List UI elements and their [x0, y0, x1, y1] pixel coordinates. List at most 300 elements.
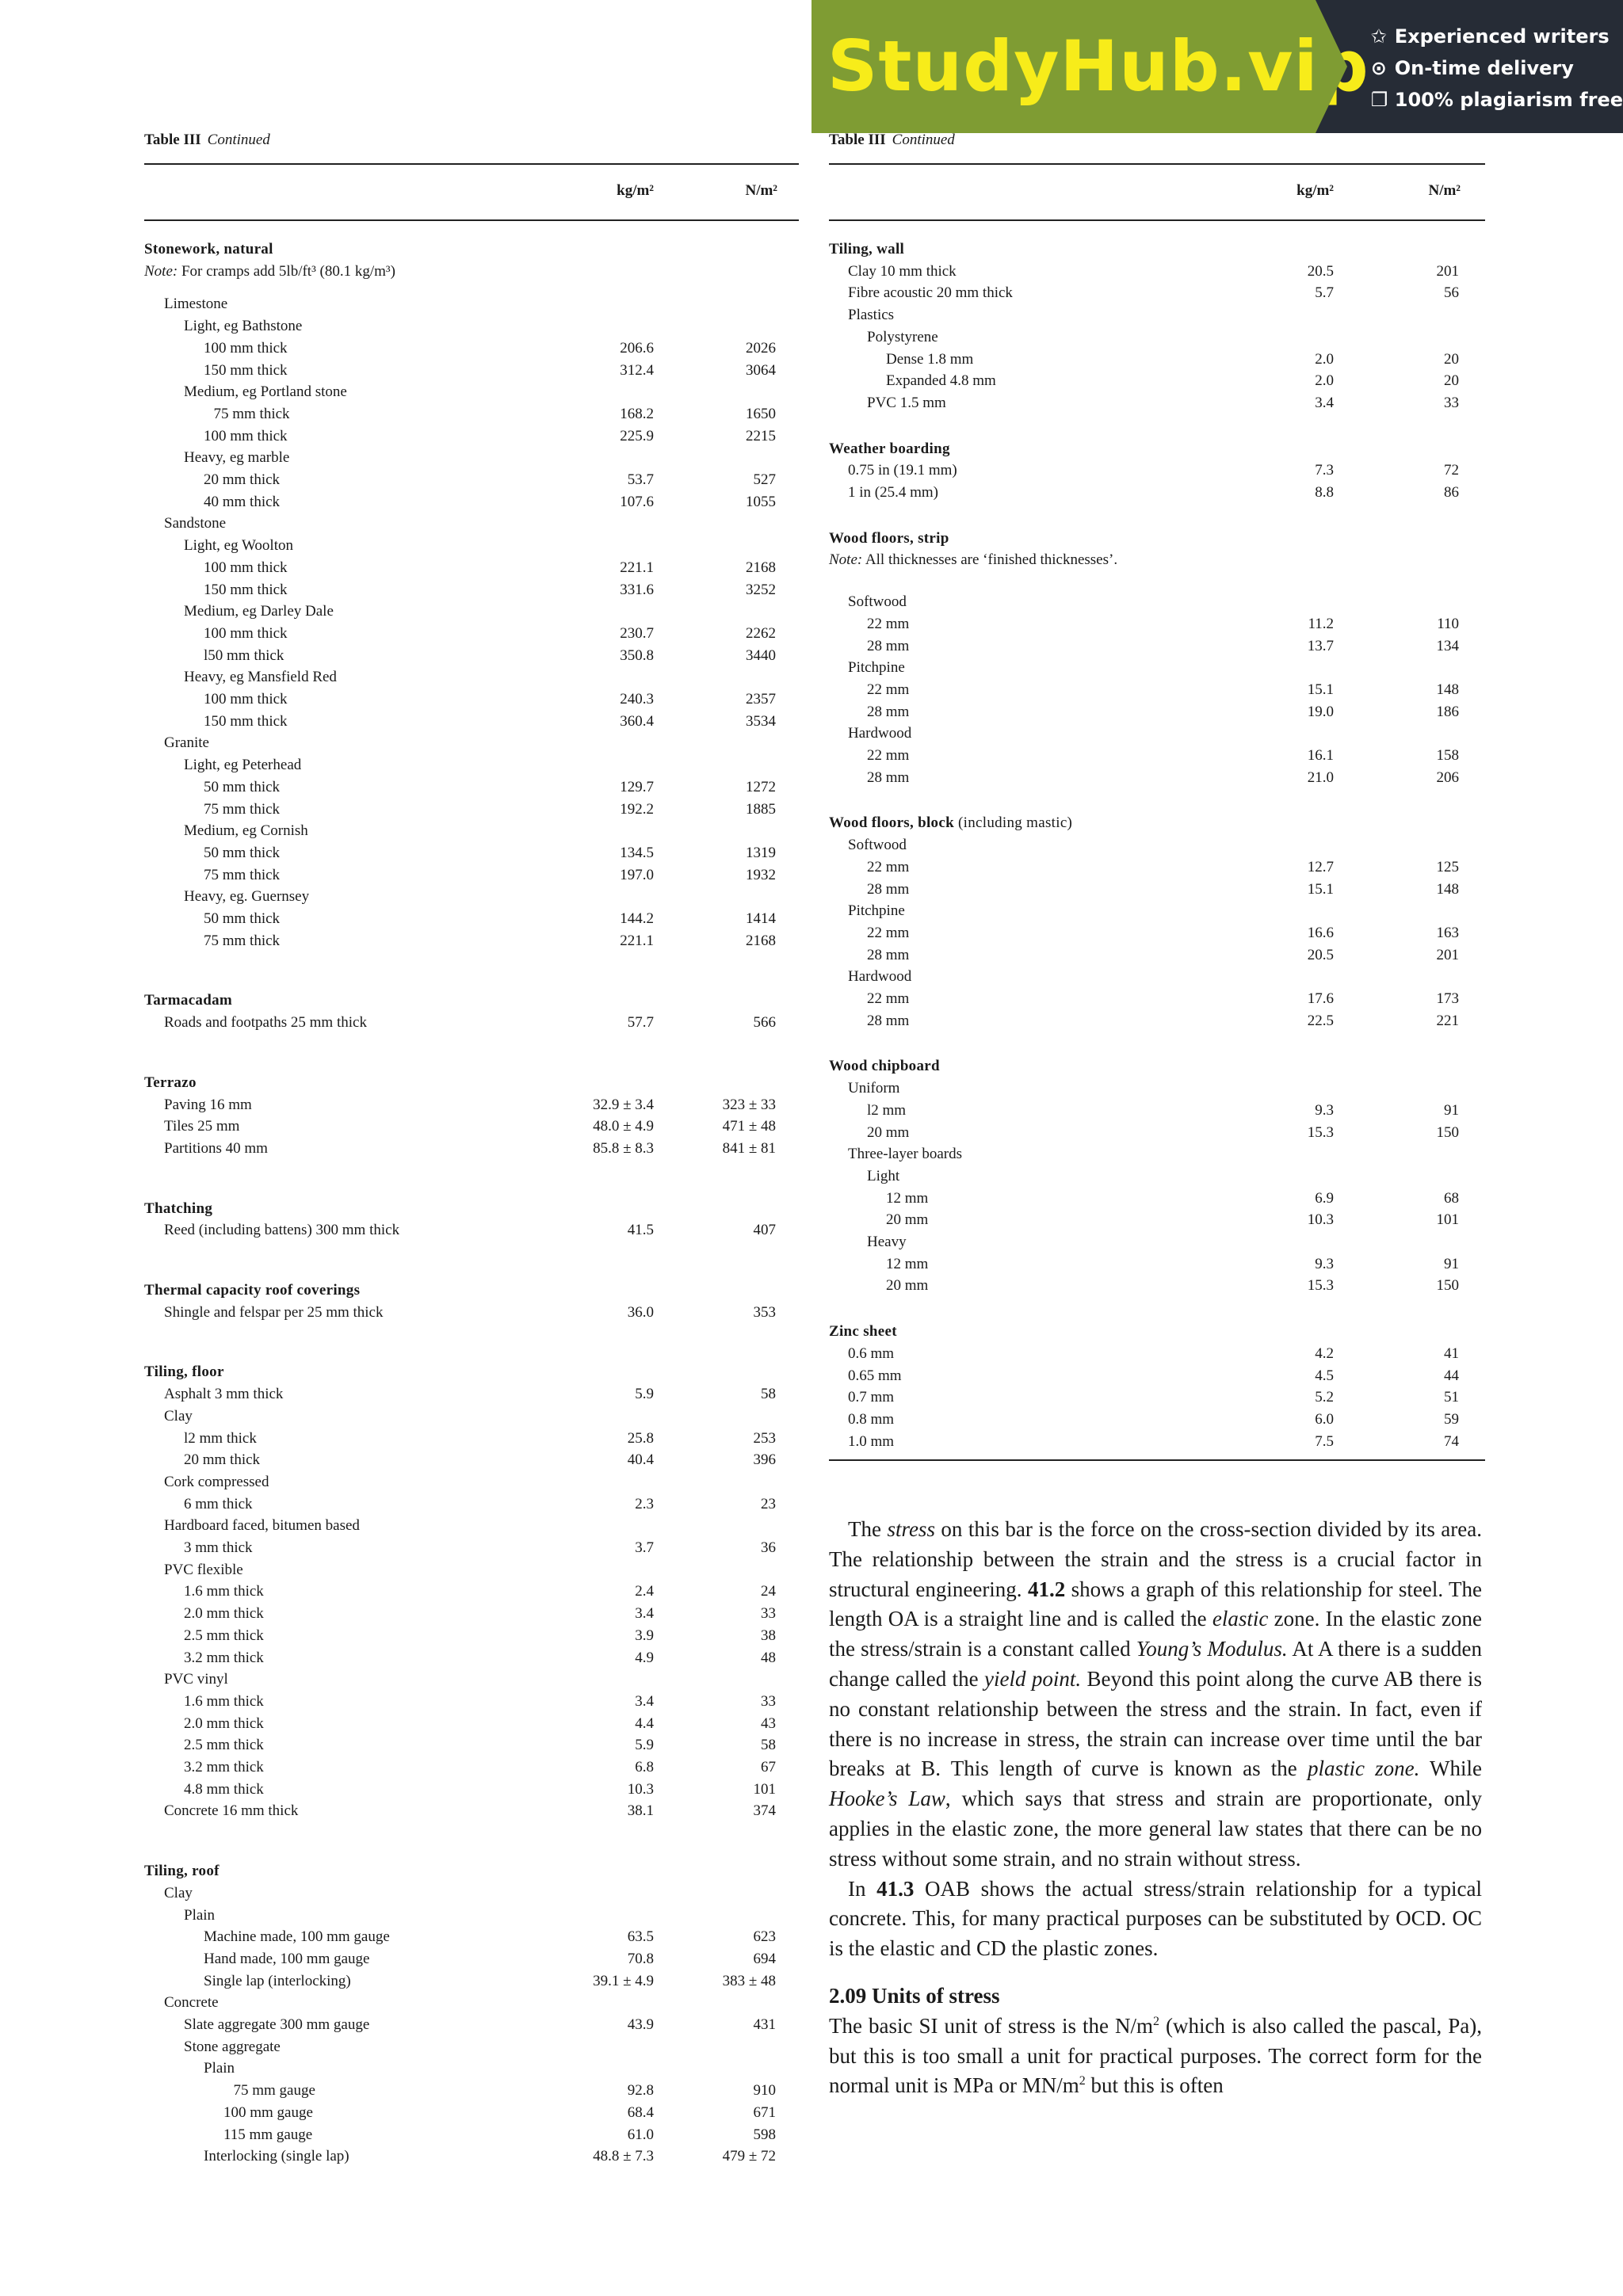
value-kg-per-m2: 5.9 [635, 1737, 654, 1754]
value-n-per-m2: 3534 [746, 712, 776, 730]
row-label: 12 mm [886, 1189, 929, 1207]
row-label: Single lap (interlocking) [204, 1972, 351, 1989]
table-row [829, 857, 1485, 878]
row-label: 20 mm thick [204, 471, 281, 488]
value-n-per-m2: 527 [753, 471, 776, 488]
row-label: Clay [164, 1884, 193, 1901]
table-row [144, 294, 799, 315]
unit-header-n: N/m² [745, 182, 777, 199]
value-n-per-m2: 150 [1436, 1123, 1459, 1141]
table-row [144, 2058, 799, 2079]
value-kg-per-m2: 48.0 ± 4.9 [593, 1118, 654, 1135]
table-row [144, 536, 799, 556]
value-kg-per-m2: 22.5 [1307, 1012, 1334, 1029]
row-label: Note: For cramps add 5lb/ft³ (80.1 kg/m³) [144, 262, 395, 280]
value-n-per-m2: 173 [1436, 990, 1459, 1007]
row-label: 115 mm gauge [223, 2126, 313, 2143]
value-n-per-m2: 56 [1444, 284, 1459, 302]
row-label: 75 mm thick [213, 405, 290, 422]
value-n-per-m2: 407 [753, 1222, 776, 1239]
paragraph-units: The basic SI unit of stress is the $N/m^2$ (which is also called the pascal, Pa), but this is too small a unit for practical purposes. The correct form for the normal unit is MPa or $MN/m^2$ but this is often [829, 2013, 1482, 2098]
value-kg-per-m2: 21.0 [1307, 769, 1334, 786]
row-label: Thatching [144, 1199, 213, 1217]
row-label: Light, eg Peterhead [184, 757, 302, 774]
row-label: 0.8 mm [848, 1410, 895, 1428]
value-kg-per-m2: 15.3 [1307, 1123, 1334, 1141]
value-kg-per-m2: 43.9 [627, 2016, 654, 2033]
table-row [144, 360, 799, 381]
value-kg-per-m2: 9.3 [1315, 1101, 1334, 1119]
row-label: 100 mm thick [204, 624, 288, 642]
table-row [829, 879, 1485, 900]
table-row [144, 2037, 799, 2058]
table-row [829, 460, 1485, 481]
row-label: Stone aggregate [184, 2038, 281, 2055]
value-n-per-m2: 20 [1444, 372, 1459, 390]
value-n-per-m2: 671 [753, 2103, 776, 2121]
row-label: 40 mm thick [204, 493, 281, 510]
value-n-per-m2: 1319 [746, 844, 776, 861]
row-label: 75 mm thick [204, 800, 281, 818]
value-kg-per-m2: 57.7 [627, 1014, 654, 1032]
table-row [144, 1779, 799, 1800]
table-row [829, 835, 1485, 856]
table-row [144, 1013, 799, 1033]
row-label: Concrete [164, 1994, 219, 2012]
row-label: Sandstone [164, 515, 227, 532]
row-label: 20 mm [886, 1277, 929, 1295]
table-section-heading [829, 1056, 1485, 1077]
value-n-per-m2: 58 [761, 1386, 776, 1403]
table-row [829, 746, 1485, 766]
row-label: Heavy, eg Mansfield Red [184, 669, 337, 686]
value-kg-per-m2: 16.1 [1307, 747, 1334, 764]
value-n-per-m2: 841 ± 81 [722, 1139, 776, 1157]
feature-on-time-delivery: ⊙ On-time delivery [1371, 52, 1623, 84]
table-row [144, 2103, 799, 2123]
value-n-per-m2: 33 [761, 1692, 776, 1710]
table-section-heading [144, 990, 799, 1011]
value-n-per-m2: 43 [761, 1714, 776, 1732]
row-label: 28 mm [867, 1012, 910, 1029]
row-label: 28 mm [867, 769, 910, 786]
value-kg-per-m2: 129.7 [620, 778, 654, 795]
table-row [829, 371, 1485, 391]
row-label: 2.5 mm thick [184, 1737, 264, 1754]
table-row [144, 931, 799, 952]
value-kg-per-m2: 4.2 [1315, 1344, 1334, 1362]
table-top-rule [144, 163, 799, 165]
value-kg-per-m2: 2.0 [1315, 372, 1334, 390]
value-n-per-m2: 206 [1436, 769, 1459, 786]
table-row [144, 1714, 799, 1734]
table-row [144, 1735, 799, 1756]
table-row [829, 1188, 1485, 1209]
table-bottom-rule [829, 1459, 1485, 1461]
value-kg-per-m2: 230.7 [620, 624, 654, 642]
row-label: 2.5 mm thick [184, 1627, 264, 1644]
row-label: 3 mm thick [184, 1539, 253, 1556]
row-label: 22 mm [867, 615, 910, 632]
row-label: 100 mm gauge [223, 2103, 313, 2121]
table-row [144, 1384, 799, 1405]
value-kg-per-m2: 6.0 [1315, 1410, 1334, 1428]
row-label: 50 mm thick [204, 778, 281, 795]
row-label: 22 mm [867, 924, 910, 941]
table-caption: Table III Continued [144, 132, 270, 148]
row-label: Clay [164, 1407, 193, 1425]
table-row [144, 1691, 799, 1712]
value-kg-per-m2: 15.1 [1307, 880, 1334, 898]
row-label: 28 mm [867, 946, 910, 963]
studyhub-logo: StudyHub.vip [827, 25, 1369, 107]
value-n-per-m2: 3440 [746, 646, 776, 664]
table-row [144, 865, 799, 886]
row-label: Medium, eg Darley Dale [184, 603, 334, 620]
table-row [829, 636, 1485, 657]
row-label: 28 mm [867, 880, 910, 898]
left-table [144, 0, 799, 2296]
value-kg-per-m2: 10.3 [1307, 1211, 1334, 1229]
table-row [144, 558, 799, 578]
row-label: Medium, eg Cornish [184, 822, 308, 840]
row-label: Hardwood [848, 725, 912, 742]
table-row [144, 1604, 799, 1624]
row-label: Plain [204, 2060, 235, 2077]
value-n-per-m2: 383 ± 48 [722, 1972, 776, 1989]
table-row [829, 1409, 1485, 1430]
table-row [829, 723, 1485, 744]
unit-header-n: N/m² [1428, 182, 1461, 199]
value-kg-per-m2: 41.5 [627, 1222, 654, 1239]
table-row [144, 601, 799, 622]
table-row [144, 492, 799, 513]
table-note [144, 261, 799, 282]
value-kg-per-m2: 3.7 [635, 1539, 654, 1556]
row-label: Heavy [867, 1234, 907, 1250]
table-section-heading [829, 239, 1485, 260]
table-row [144, 1302, 799, 1323]
value-n-per-m2: 1055 [746, 493, 776, 510]
table-row [829, 1232, 1485, 1253]
row-label: Tarmacadam [144, 992, 233, 1009]
value-n-per-m2: 33 [761, 1605, 776, 1623]
value-kg-per-m2: 92.8 [627, 2082, 654, 2100]
row-label: 150 mm thick [204, 361, 288, 379]
table-row [144, 580, 799, 601]
feature-plagiarism-free: ❐ 100% plagiarism free [1371, 84, 1623, 116]
value-n-per-m2: 23 [761, 1495, 776, 1512]
row-label: Heavy, eg marble [184, 449, 290, 467]
value-kg-per-m2: 25.8 [627, 1429, 654, 1447]
row-label: 3.2 mm thick [184, 1759, 264, 1775]
value-n-per-m2: 51 [1444, 1389, 1459, 1406]
row-label: l50 mm thick [204, 646, 285, 664]
row-label: Hardwood [848, 968, 912, 986]
table-row [144, 2015, 799, 2035]
row-label: 28 mm [867, 703, 910, 720]
value-n-per-m2: 91 [1444, 1101, 1459, 1119]
row-label: Slate aggregate 300 mm gauge [184, 2016, 370, 2033]
table-row [144, 843, 799, 864]
value-n-per-m2: 58 [761, 1737, 776, 1754]
row-label: Roads and footpaths 25 mm thick [164, 1014, 367, 1032]
row-label: Granite [164, 734, 209, 752]
table-row [144, 2146, 799, 2167]
value-kg-per-m2: 312.4 [620, 361, 654, 379]
row-label: Asphalt 3 mm thick [164, 1386, 284, 1403]
copy-icon: ❐ [1370, 89, 1388, 111]
value-kg-per-m2: 9.3 [1315, 1255, 1334, 1272]
table-row [144, 1450, 799, 1470]
paragraph-stress: The stress on this bar is the force on the cross-section divided by its area. The relationship between the strain and the stress is a crucial factor in structural engineering. 41.2 shows a graph of this relationship for steel. The length OA is a straight line and is called the elastic zone. In the elastic zone the stress/strain is a constant called Young’s Modulus. At A there is a sudden change called the yield point. Beyond this point along the curve AB there is no constant relationship between the stress and the strain. In fact, even if there is no increase in stress, the strain can increase over time until the bar breaks at B. This length of curve is known as the plastic zone. While Hooke’s Law, which says that stress and strain are proportionate, only applies in the elastic zone, the more general law states that there can be no stress without some strain, and no strain without stress. [829, 1517, 1482, 1871]
value-kg-per-m2: 107.6 [620, 493, 654, 510]
value-n-per-m2: 598 [753, 2126, 776, 2143]
value-n-per-m2: 48 [761, 1649, 776, 1666]
row-label: Softwood [848, 837, 907, 854]
row-label: PVC 1.5 mm [867, 394, 946, 411]
value-kg-per-m2: 3.4 [1315, 394, 1334, 411]
table-row [829, 327, 1485, 348]
row-label: Heavy, eg. Guernsey [184, 888, 310, 906]
table-row [144, 1516, 799, 1536]
value-kg-per-m2: 17.6 [1307, 990, 1334, 1007]
value-n-per-m2: 1272 [746, 778, 776, 795]
row-label: 0.7 mm [848, 1389, 895, 1406]
value-n-per-m2: 148 [1436, 681, 1459, 698]
row-label: Light, eg Woolton [184, 537, 293, 555]
value-n-per-m2: 74 [1444, 1432, 1459, 1450]
table-row [144, 887, 799, 907]
row-label: Hand made, 100 mm gauge [204, 1950, 370, 1967]
table-row [144, 316, 799, 337]
value-n-per-m2: 323 ± 33 [722, 1096, 776, 1113]
row-label: Stonework, natural [144, 241, 273, 257]
table-row [144, 1428, 799, 1449]
table-note [829, 550, 1485, 570]
table-row [144, 1993, 799, 2013]
table-section-heading [144, 1073, 799, 1093]
value-kg-per-m2: 144.2 [620, 910, 654, 927]
row-label: 12 mm [886, 1255, 929, 1272]
row-label: Three-layer boards [848, 1146, 963, 1163]
value-n-per-m2: 3252 [746, 581, 776, 598]
table-row [144, 1220, 799, 1241]
value-kg-per-m2: 350.8 [620, 646, 654, 664]
value-n-per-m2: 2215 [746, 427, 776, 444]
row-label: 20 mm [867, 1123, 910, 1141]
row-label: PVC vinyl [164, 1671, 228, 1688]
row-label: 6 mm thick [184, 1495, 253, 1512]
value-n-per-m2: 201 [1436, 262, 1459, 280]
row-label: Softwood [848, 593, 907, 611]
clock-icon: ⊙ [1370, 57, 1387, 79]
value-kg-per-m2: 16.6 [1307, 924, 1334, 941]
row-label: 0.75 in (19.1 mm) [848, 462, 957, 479]
table-row [144, 1116, 799, 1137]
table-row [144, 2125, 799, 2145]
row-label: 0.65 mm [848, 1367, 902, 1384]
row-label: Concrete 16 mm thick [164, 1802, 299, 1820]
table-row [144, 1472, 799, 1493]
table-section-heading [144, 239, 799, 260]
table-row [144, 426, 799, 447]
value-n-per-m2: 1414 [746, 910, 776, 927]
row-label: 150 mm thick [204, 581, 288, 598]
value-kg-per-m2: 192.2 [620, 800, 654, 818]
value-kg-per-m2: 360.4 [620, 712, 654, 730]
value-kg-per-m2: 5.9 [635, 1386, 654, 1403]
row-label: Cork compressed [164, 1473, 269, 1490]
table-row [144, 646, 799, 666]
value-kg-per-m2: 5.2 [1315, 1389, 1334, 1406]
table-row [829, 349, 1485, 370]
table-row [829, 1432, 1485, 1452]
value-kg-per-m2: 221.1 [620, 932, 654, 949]
row-label: 20 mm [886, 1211, 929, 1229]
row-label: 22 mm [867, 681, 910, 698]
value-n-per-m2: 148 [1436, 880, 1459, 898]
value-kg-per-m2: 63.5 [627, 1928, 654, 1946]
row-label: 100 mm thick [204, 339, 288, 357]
section-heading-units-of-stress: 2.09 Units of stress [829, 1983, 1000, 2008]
paragraph-concrete: In 41.3 OAB shows the actual stress/strain relationship for a typical concrete. This, for many practical purposes can be substituted by OCD. OC is the elastic and CD the plastic zones. [829, 1876, 1482, 1961]
table-row [829, 1254, 1485, 1275]
row-label: Tiling, wall [829, 241, 905, 257]
value-n-per-m2: 353 [753, 1303, 776, 1321]
value-kg-per-m2: 4.9 [635, 1649, 654, 1666]
table-row [144, 338, 799, 359]
table-row [144, 667, 799, 688]
table-row [829, 1210, 1485, 1230]
row-label: Pitchpine [848, 659, 905, 677]
value-kg-per-m2: 53.7 [627, 471, 654, 488]
row-label: Tiling, roof [144, 1863, 220, 1880]
table-row [144, 909, 799, 929]
value-kg-per-m2: 39.1 ± 4.9 [593, 1972, 654, 1989]
table-row [829, 1078, 1485, 1099]
table-row [144, 1560, 799, 1581]
row-label: Plastics [848, 307, 895, 324]
row-label: Partitions 40 mm [164, 1139, 268, 1157]
table-row [144, 1905, 799, 1926]
value-n-per-m2: 186 [1436, 703, 1459, 720]
table-row [144, 799, 799, 820]
table-row [144, 1669, 799, 1690]
table-header-rule [144, 219, 799, 221]
value-n-per-m2: 374 [753, 1802, 776, 1820]
value-kg-per-m2: 197.0 [620, 866, 654, 883]
table-row [144, 448, 799, 468]
table-row [829, 261, 1485, 282]
row-label: 28 mm [867, 637, 910, 654]
table-row [829, 1387, 1485, 1408]
value-n-per-m2: 67 [761, 1759, 776, 1775]
value-kg-per-m2: 15.3 [1307, 1277, 1334, 1295]
value-kg-per-m2: 168.2 [620, 405, 654, 422]
value-n-per-m2: 431 [753, 2016, 776, 2033]
value-n-per-m2: 694 [753, 1950, 776, 1967]
row-label: Light [867, 1167, 900, 1184]
row-label: Light, eg Bathstone [184, 318, 303, 335]
row-label: Tiles 25 mm [164, 1118, 240, 1135]
row-label: Clay 10 mm thick [848, 262, 957, 280]
table-row [144, 1406, 799, 1427]
row-label: Fibre acoustic 20 mm thick [848, 284, 1013, 302]
value-kg-per-m2: 48.8 ± 7.3 [593, 2148, 654, 2165]
row-label: 75 mm gauge [233, 2082, 315, 2100]
value-kg-per-m2: 68.4 [627, 2103, 654, 2121]
table-row [144, 1138, 799, 1159]
row-label: Paving 16 mm [164, 1096, 252, 1113]
value-kg-per-m2: 221.1 [620, 559, 654, 576]
value-kg-per-m2: 4.5 [1315, 1367, 1334, 1384]
table-row [829, 393, 1485, 414]
row-label: l2 mm thick [184, 1429, 257, 1447]
table-row [829, 1344, 1485, 1364]
table-row [144, 1648, 799, 1669]
value-n-per-m2: 253 [753, 1429, 776, 1447]
table-row [144, 1971, 799, 1992]
value-kg-per-m2: 6.9 [1315, 1189, 1334, 1207]
value-kg-per-m2: 20.5 [1307, 262, 1334, 280]
value-n-per-m2: 101 [753, 1780, 776, 1798]
value-kg-per-m2: 3.9 [635, 1627, 654, 1644]
table-row [144, 821, 799, 841]
table-row [144, 755, 799, 776]
row-label: 22 mm [867, 990, 910, 1007]
value-kg-per-m2: 13.7 [1307, 637, 1334, 654]
table-section-heading [829, 439, 1485, 460]
value-kg-per-m2: 11.2 [1308, 615, 1334, 632]
row-label: Medium, eg Portland stone [184, 383, 347, 401]
table-row [144, 470, 799, 490]
value-n-per-m2: 479 ± 72 [722, 2148, 776, 2165]
value-kg-per-m2: 134.5 [620, 844, 654, 861]
table-row [829, 283, 1485, 303]
value-kg-per-m2: 61.0 [627, 2126, 654, 2143]
value-n-per-m2: 91 [1444, 1255, 1459, 1272]
value-kg-per-m2: 15.1 [1307, 681, 1334, 698]
table-caption: Table III Continued [829, 132, 955, 148]
row-label: Hardboard faced, bitumen based [164, 1517, 360, 1535]
row-label: Plain [184, 1906, 216, 1924]
right-table [829, 0, 1485, 1505]
value-kg-per-m2: 8.8 [1315, 484, 1334, 501]
value-kg-per-m2: 240.3 [620, 691, 654, 707]
value-kg-per-m2: 3.4 [635, 1692, 654, 1710]
row-label: Expanded 4.8 mm [886, 372, 996, 390]
table-row [829, 1123, 1485, 1143]
value-kg-per-m2: 38.1 [627, 1802, 654, 1820]
table-row [829, 1166, 1485, 1187]
row-label: 1.6 mm thick [184, 1583, 264, 1600]
table-section-heading [144, 1199, 799, 1219]
value-kg-per-m2: 36.0 [627, 1303, 654, 1321]
value-n-per-m2: 1885 [746, 800, 776, 818]
value-n-per-m2: 86 [1444, 484, 1459, 501]
table-row [144, 1883, 799, 1904]
value-kg-per-m2: 2.3 [635, 1495, 654, 1512]
row-label: 75 mm thick [204, 932, 281, 949]
row-label: 3.2 mm thick [184, 1649, 264, 1666]
table-row [829, 1144, 1485, 1165]
row-label: Terrazo [144, 1074, 197, 1091]
value-kg-per-m2: 85.8 ± 8.3 [593, 1139, 654, 1157]
row-label: 50 mm thick [204, 844, 281, 861]
value-kg-per-m2: 5.7 [1315, 284, 1334, 302]
value-n-per-m2: 1932 [746, 866, 776, 883]
